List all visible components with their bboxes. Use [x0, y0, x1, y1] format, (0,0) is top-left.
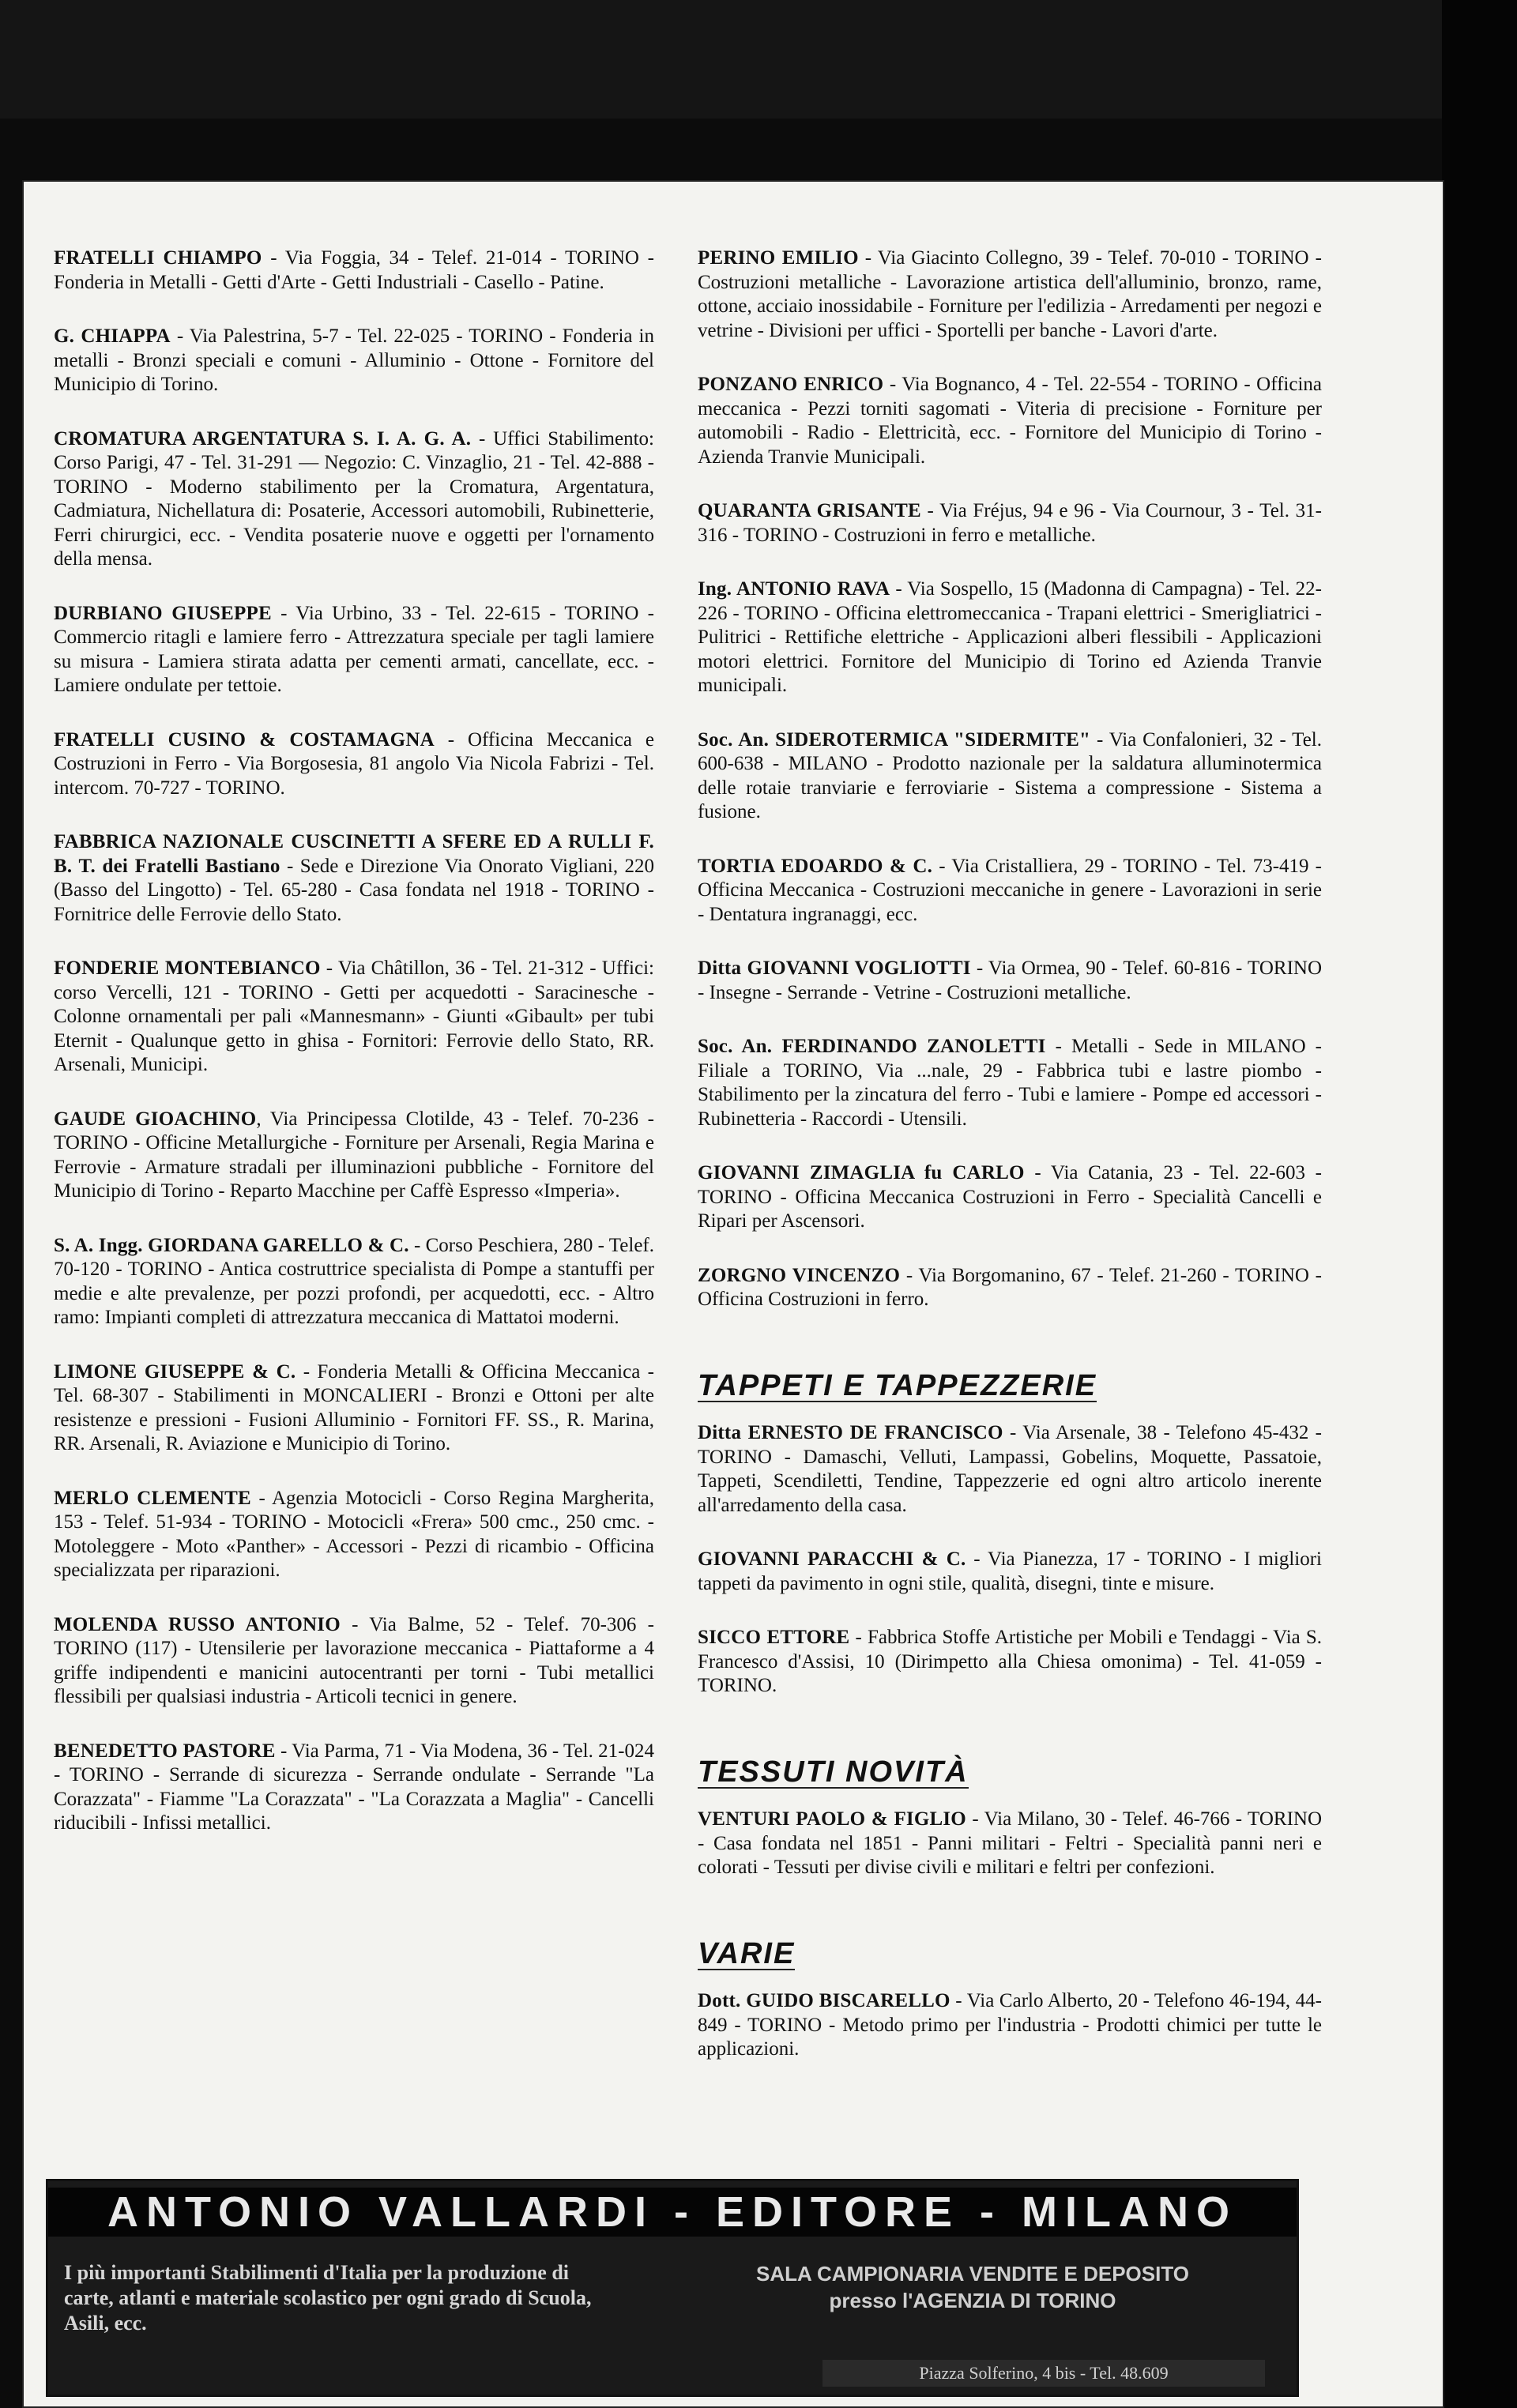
banner-description: I più importanti Stabilimenti d'Italia per la produzione di carte, atlanti e materiale scolastico per ogni grado di Scuola, Asili, ecc. — [64, 2261, 592, 2335]
entry-name: QUARANTA GRISANTE — [698, 500, 921, 521]
directory-entry — [54, 1613, 654, 1710]
section-title-tessuti: TESSUTI NOVITÀ — [698, 1755, 969, 1789]
entry-name: TORTIA EDOARDO & C. — [698, 855, 933, 877]
directory-entry — [54, 325, 654, 397]
directory-entry — [54, 1740, 654, 1836]
entry-name: FONDERIE MONTEBIANCO — [54, 958, 321, 979]
directory-page — [22, 180, 1444, 2408]
entry-text: - Via Balme, 52 - Telef. 70-306 - TORINO (117) - Utensilerie per lavorazione meccanica - Piattaforme a 4 griffe indipendenti e manicini autocentranti per torni - Tubi metallici flessibili per qualsiasi industria - Articoli tecnici in genere. — [54, 1613, 654, 1707]
directory-entry — [698, 1421, 1322, 1518]
entry-name: FRATELLI CUSINO & COSTAMAGNA — [54, 728, 435, 751]
banner-showroom-line: SALA CAMPIONARIA VENDITE E DEPOSITO — [756, 2262, 1189, 2286]
entry-text: - Via Fréjus, 94 e 96 - Via Cournour, 3 - Tel. 31-316 - TORINO - Costruzioni in ferro e metalliche. — [698, 500, 1322, 546]
entry-name: BENEDETTO PASTORE — [54, 1740, 276, 1762]
entry-text: - Via Châtillon, 36 - Tel. 21-312 - Uffici: corso Vercelli, 121 - TORINO - Getti per acquedotti - Saracinesche - Colonne ornamentali per pali «Mannesmann» - Giunti «Gibault» per tubi Eternit - Qualunque getto in ghisa - Fornitori: Ferrovie dello Stato, RR. Arsenali, Municipi. — [54, 958, 654, 1075]
entry-name: GAUDE GIOACHINO — [54, 1108, 257, 1130]
right-column — [698, 246, 1322, 2092]
directory-entry — [698, 957, 1322, 1005]
entry-name: PONZANO ENRICO — [698, 374, 884, 395]
entry-text: - Via Cristalliera, 29 - TORINO - Tel. 73-419 - Officina Meccanica - Costruzioni meccaniche in genere - Lavorazioni in serie - Dentatura ingranaggi, ecc. — [698, 855, 1322, 925]
entry-name: ZORGNO VINCENZO — [698, 1264, 901, 1286]
entry-text: - Via Pianezza, 17 - TORINO - I migliori tappeti da pavimento in ogni stile, qualità, disegni, tinte e misure. — [698, 1548, 1322, 1594]
entry-name: Soc. An. FERDINANDO ZANOLETTI — [698, 1036, 1046, 1057]
directory-entry — [698, 1989, 1322, 2062]
entry-name: Dott. GUIDO BISCARELLO — [698, 1990, 950, 2011]
entry-name: MOLENDA RUSSO ANTONIO — [54, 1613, 341, 1635]
entry-text: - Metalli - Sede in MILANO - Filiale a TORINO, Via ...nale, 29 - Fabbrica tubi e lastre piombo - Stabilimento per la zincatura del ferro - Tubi e lamiere - Pompe ed accessori - Rubinetteria - Raccordi - Utensili. — [698, 1036, 1322, 1130]
directory-entry — [54, 1487, 654, 1583]
entry-text: - Via Ormea, 90 - Telef. 60-816 - TORINO - Insegne - Serrande - Vetrine - Costruzioni metalliche. — [698, 958, 1323, 1003]
entry-name: FABBRICA NAZIONALE CUSCINETTI A SFERE ED A RULLI F. B. T. dei Fratelli Bastiano — [54, 831, 654, 877]
entry-name: G. CHIAPPA — [54, 325, 171, 347]
entry-text: - Via Palestrina, 5-7 - Tel. 22-025 - TORINO - Fonderia in metalli - Bronzi speciali e comuni - Alluminio - Ottone - Fornitore del Municipio di Torino. — [54, 325, 654, 395]
entry-text: - Sede e Direzione Via Onorato Vigliani, 220 (Basso del Lingotto) - Tel. 65-280 - Casa fondata nel 1918 - TORINO - Fornitrice delle Ferrovie dello Stato. — [54, 855, 655, 925]
banner-title: ANTONIO VALLARDI - EDITORE - MILANO — [48, 2188, 1297, 2237]
entry-name: GIOVANNI ZIMAGLIA fu CARLO — [698, 1162, 1025, 1183]
entry-name: SICCO ETTORE — [698, 1627, 850, 1648]
entry-text: - Via Urbino, 33 - Tel. 22-615 - TORINO - Commercio ritagli e lamiere ferro - Attrezzatura speciale per tagli lamiere su misura - Lamiera stirata adatta per cementi armati, cancellate, ecc. - Lamiere ondulate per tettoie. — [54, 602, 654, 696]
entry-text: , Via Principessa Clotilde, 43 - Telef. 70-236 - TORINO - Officine Metallurgiche - Forniture per Arsenali, Regia Marina e Ferrovie - Armature stradali per illuminazioni pubbliche - Fornitore del Municipio di Torino - Reparto Macchine per Caffè Espresso «Imperia». — [54, 1108, 655, 1202]
entry-text: - Uffici Stabilimento: Corso Parigi, 47 - Tel. 31-291 — Negozio: C. Vinzaglio, 21 - Tel. 42-888 - TORINO - Moderno stabilimento per la Cromatura, Argentatura, Cadmiatura, Nichellatura di: Posaterie, Accessori automobili, Rubinetterie, Ferri chirurgici, ecc. - Vendita posaterie nuove e oggetti per l'ornamento della mensa. — [54, 427, 654, 570]
entry-text: - Corso Peschiera, 280 - Telef. 70-120 - TORINO - Antica costruttrice specialista di Pompe a stantuffi per medie e alte prevalenze, per pozzi profondi, per acquedotti, ecc. - Altro ramo: Impianti completi di attrezzatura meccanica di Mattatoi moderni. — [54, 1234, 654, 1328]
scan-top-border — [0, 0, 1517, 119]
section-title-varie: VARIE — [698, 1936, 796, 1970]
directory-entry — [698, 728, 1322, 825]
directory-entry — [54, 1108, 654, 1204]
entry-text: - Via Foggia, 34 - Telef. 21-014 - TORINO - Fonderia in Metalli - Getti d'Arte - Getti Industriali - Casello - Patine. — [54, 247, 654, 293]
section-title-tappeti: TAPPETI E TAPPEZZERIE — [698, 1368, 1097, 1402]
directory-entry — [698, 373, 1322, 469]
left-column — [54, 246, 654, 1866]
directory-entry — [698, 1264, 1322, 1312]
directory-entry — [54, 246, 654, 295]
directory-entry — [698, 1808, 1322, 1880]
entry-name: VENTURI PAOLO & FIGLIO — [698, 1808, 966, 1830]
entry-text: - Via Borgomanino, 67 - Telef. 21-260 - TORINO - Officina Costruzioni in ferro. — [698, 1264, 1323, 1310]
entry-name: GIOVANNI PARACCHI & C. — [698, 1548, 966, 1570]
entry-text: - Via Arsenale, 38 - Telefono 45-432 - TORINO - Damaschi, Velluti, Lampassi, Gobelins, Moquette, Passatoie, Tappeti, Scendiletti, Tendine, Tappezzerie ed ogni altro articolo inerente all'arredamento della casa. — [698, 1422, 1322, 1516]
directory-entry — [54, 1360, 654, 1457]
entry-text: - Via Catania, 23 - Tel. 22-603 - TORINO - Officina Meccanica Costruzioni in Ferro - Specialità Cancelli e Ripari per Ascensori. — [698, 1162, 1322, 1232]
directory-entry — [698, 1035, 1322, 1131]
directory-entry — [54, 830, 654, 927]
entry-name: Soc. An. SIDEROTERMICA "SIDERMITE" — [698, 728, 1091, 751]
entry-text: - Via Confalonieri, 32 - Tel. 600-638 - MILANO - Prodotto nazionale per la saldatura alluminotermica delle rotaie tranviarie e ferroviarie - Sistema a compressione - Sistema a fusione. — [698, 728, 1322, 822]
directory-entry — [698, 1626, 1322, 1699]
directory-entry — [698, 578, 1322, 698]
banner-address: Piazza Solferino, 4 bis - Tel. 48.609 — [822, 2360, 1265, 2387]
directory-entry — [698, 1548, 1322, 1596]
directory-entry — [698, 499, 1322, 547]
entry-name: Ing. ANTONIO RAVA — [698, 578, 890, 600]
entry-text: - Via Parma, 71 - Via Modena, 36 - Tel. 21-024 - TORINO - Serrande di sicurezza - Serrande ondulate - Serrande "La Corazzata" - Fiamme "La Corazzata" - "La Corazzata a Maglia" - Cancelli riducibili - Infissi metallici. — [54, 1740, 654, 1834]
directory-entry — [54, 728, 654, 801]
entry-name: CROMATURA ARGENTATURA S. I. A. G. A. — [54, 427, 472, 450]
scan-right-border — [1442, 0, 1517, 2408]
banner-showroom-info — [672, 2260, 1273, 2314]
entry-text: - Via Carlo Alberto, 20 - Telefono 46-194, 44-849 - TORINO - Metodo primo per l'industria - Prodotti chimici per tutte le applicazioni. — [698, 1990, 1322, 2060]
entry-text: - Via Bognanco, 4 - Tel. 22-554 - TORINO - Officina meccanica - Pezzi torniti sagomati - Viteria di precisione - Forniture per automobili - Radio - Elettricità, ecc. - Fornitore del Municipio di Torino - Azienda Tranvie Municipali. — [698, 374, 1323, 468]
entry-text: - Via Milano, 30 - Telef. 46-766 - TORINO - Casa fondata nel 1851 - Panni militari - Feltri - Specialità panni neri e colorati - Tessuti per divise civili e militari e feltri per confezioni. — [698, 1808, 1323, 1878]
banner-agency-line: presso l'AGENZIA DI TORINO — [829, 2289, 1116, 2312]
directory-entry — [54, 1234, 654, 1330]
entry-name: S. A. Ingg. GIORDANA GARELLO & C. — [54, 1234, 409, 1256]
directory-entry — [54, 957, 654, 1078]
entry-text: - Via Giacinto Collegno, 39 - Telef. 70-010 - TORINO - Costruzioni metalliche - Lavorazione artistica dell'alluminio, bronzo, rame, ottone, acciaio inossidabile - Forniture per l'edilizia - Arredamenti per negozi e vetrine - Divisioni per uffici - Sportelli per banche - Lavori d'arte. — [698, 247, 1322, 341]
directory-entry — [698, 1161, 1322, 1234]
entry-name: Ditta GIOVANNI VOGLIOTTI — [698, 958, 971, 979]
directory-entry — [54, 427, 654, 572]
entry-name: FRATELLI CHIAMPO — [54, 247, 262, 269]
advertisement-banner — [46, 2179, 1299, 2397]
entry-text: - Fonderia Metalli & Officina Meccanica - Tel. 68-307 - Stabilimenti in MONCALIERI - Bronzi e Ottoni per alte resistenze e pressioni - Fusioni Alluminio - Fornitori FF. SS., R. Marina, RR. Arsenali, R. Aviazione e Municipio di Torino. — [54, 1360, 654, 1454]
entry-text: - Via Sospello, 15 (Madonna di Campagna) - Tel. 22-226 - TORINO - Officina elettromeccanica - Trapani elettrici - Smerigliatrici - Pulitrici - Rettifiche elettriche - Applicazioni alberi flessibili - Applicazioni motori elettrici. Fornitore del Municipio di Torino ed Azienda Tranvie municipali. — [698, 578, 1322, 696]
entry-name: DURBIANO GIUSEPPE — [54, 602, 272, 624]
entry-name: Ditta ERNESTO DE FRANCISCO — [698, 1422, 1003, 1443]
entry-text: - Fabbrica Stoffe Artistiche per Mobili e Tendaggi - Via S. Francesco d'Assisi, 10 (Dirimpetto alla Chiesa omonima) - Tel. 41-059 - TORINO. — [698, 1627, 1322, 1696]
entry-text: - Officina Meccanica e Costruzioni in Ferro - Via Borgosesia, 81 angolo Via Nicola Fabrizi - Tel. intercom. 70-727 - TORINO. — [54, 728, 654, 799]
entry-name: PERINO EMILIO — [698, 247, 859, 269]
entry-name: LIMONE GIUSEPPE & C. — [54, 1360, 296, 1383]
entry-text: - Agenzia Motocicli - Corso Regina Margherita, 153 - Telef. 51-934 - TORINO - Motocicli «Frera» 500 cmc., 250 cmc. - Motoleggere - Moto «Panther» - Accessori - Pezzi di ricambio - Officina specializzata per riparazioni. — [54, 1487, 654, 1581]
directory-entry — [698, 246, 1322, 343]
entry-name: MERLO CLEMENTE — [54, 1487, 251, 1509]
directory-entry — [54, 602, 654, 698]
directory-entry — [698, 855, 1322, 927]
